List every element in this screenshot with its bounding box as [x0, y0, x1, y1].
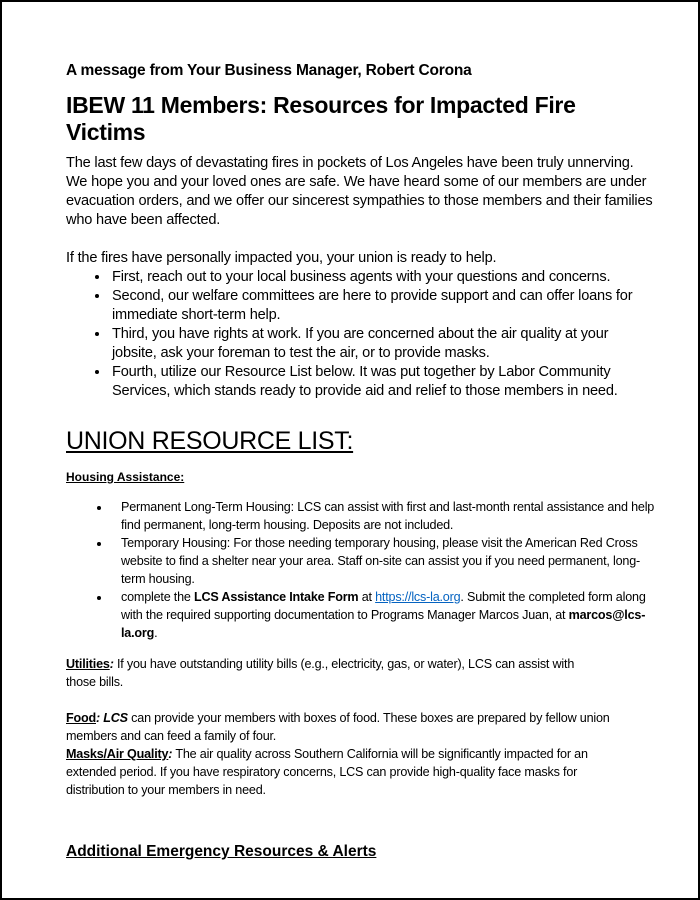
masks-colon: :	[168, 747, 173, 761]
food-paragraph	[66, 709, 626, 745]
food-colon: :	[95, 711, 100, 725]
food-label: Food	[66, 711, 96, 725]
intake-pre: complete the	[121, 590, 195, 604]
intake-end: .	[154, 626, 158, 640]
masks-text: The air quality across Southern California will be significantly impacted for an extended period. If you have respiratory concerns, LCS can provide high-quality face masks for distribution to your members in need.	[66, 747, 588, 797]
utilities-colon: :	[109, 657, 114, 671]
list-item: • First, reach out to your local business agents with your questions and concerns.	[110, 268, 656, 287]
masks-label: Masks/Air Quality	[66, 747, 169, 761]
message-byline: A message from Your Business Manager, Robert Corona	[66, 62, 472, 79]
resource-list-heading: UNION RESOURCE LIST:	[66, 427, 354, 455]
list-item: • Second, our welfare committees are here to provide support and can offer loans for immediate short-term help.	[110, 287, 656, 325]
intro-paragraph: The last few days of devastating fires in pockets of Los Angeles have been truly unnerving. We hope you and your loved ones are safe. We have heard some of our members are under evacuation orders, and we offer our sincerest sympathies to those members and their families who have been affected.	[66, 155, 653, 228]
additional-resources-heading: Additional Emergency Resources & Alerts	[66, 843, 377, 860]
list-item: • Permanent Long-Term Housing: LCS can assist with first and last-month rental assistance and help find permanent, long-term housing. Deposits are not included.	[111, 498, 656, 534]
intake-at: at	[358, 590, 376, 604]
utilities-paragraph	[66, 655, 596, 691]
document-content	[66, 62, 656, 861]
list-item	[111, 588, 656, 642]
masks-paragraph	[66, 745, 626, 799]
intake-form-name: LCS Assistance Intake Form	[194, 590, 359, 604]
list-item: • Third, you have rights at work. If you are concerned about the air quality at your jobsite, ask your foreman to test the air, or to provide masks.	[110, 325, 656, 363]
help-lead: If the fires have personally impacted you, your union is ready to help.	[66, 250, 497, 266]
food-text: can provide your members with boxes of food. These boxes are prepared by fellow union members and can feed a family of four.	[66, 711, 610, 743]
help-steps-list	[66, 268, 656, 401]
utilities-label: Utilities	[66, 657, 110, 671]
lcs-website-link[interactable]: https://lcs-la.org	[375, 590, 461, 604]
housing-heading: Housing Assistance:	[66, 470, 185, 484]
intake-mid: . Submit the completed form along with the required supporting documentation to Programs Manager Marcos Juan, at	[121, 590, 646, 622]
list-item: • Fourth, utilize our Resource List below. It was put together by Labor Community Services, which stands ready to provide aid and relief to those members in need.	[110, 363, 656, 401]
food-lcs: LCS	[99, 711, 128, 725]
list-item: • Temporary Housing: For those needing temporary housing, please visit the American Red Cross website to find a shelter near your area. Staff on-site can assist you if you need permanent, long-term housing.	[111, 534, 656, 588]
housing-list	[66, 498, 656, 642]
document-title: IBEW 11 Members: Resources for Impacted Fire Victims	[66, 92, 576, 145]
utilities-text: If you have outstanding utility bills (e.g., electricity, gas, or water), LCS can assist with those bills.	[66, 657, 575, 689]
contact-email: marcos@lcs-la.org	[121, 608, 646, 640]
